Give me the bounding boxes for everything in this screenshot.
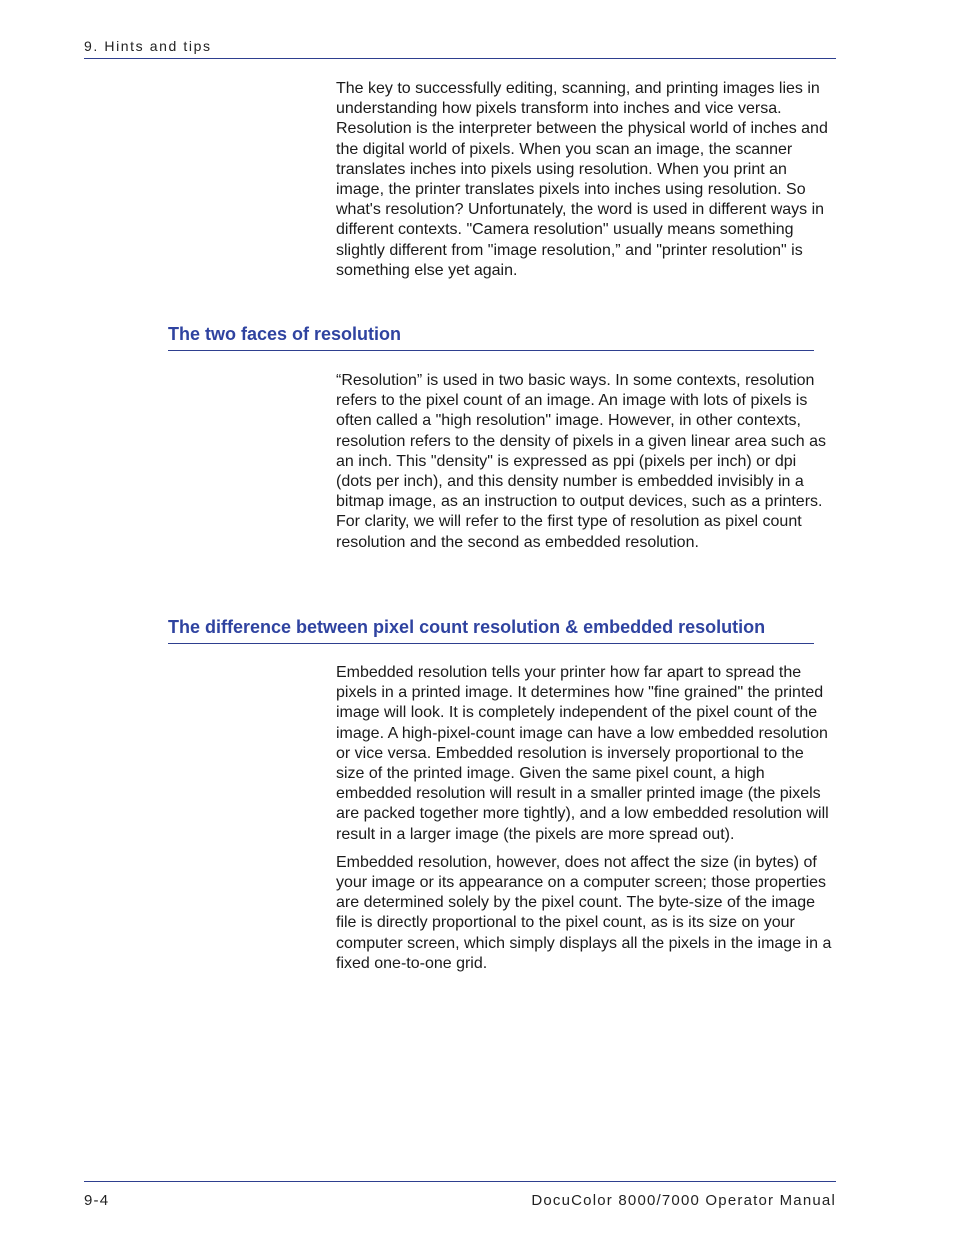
- footer-rule: [84, 1181, 836, 1182]
- intro-section: [336, 79, 836, 281]
- section-heading-difference: The difference between pixel count resolution & embedded resolution: [168, 617, 814, 644]
- section-heading-two-faces: The two faces of resolution: [168, 324, 814, 351]
- difference-paragraph-1: Embedded resolution tells your printer how far apart to spread the pixels in a printed image. It determines how "fine grained" the printed image will look. It is completely independent of the pixel count of the image. A high-pixel-count image can have a low embedded resolution or vice versa. Embedded resolution is inversely proportional to the size of the printed image. Given the same pixel count, a high embedded resolution will result in a smaller printed image (the pixels are packed together more tightly), and a low embedded resolution will result in a larger image (the pixels are more spread out).: [336, 664, 829, 843]
- difference-paragraph-2: Embedded resolution, however, does not affect the size (in bytes) of your image or its appearance on a computer screen; those properties are determined solely by the pixel count. The byte-size of the image file is directly proportional to the pixel count, as is its size on your computer screen, which simply displays all the pixels in the image in a fixed one-to-one grid.: [336, 853, 832, 972]
- footer-manual-title: DocuColor 8000/7000 Operator Manual: [531, 1192, 836, 1209]
- header-rule: [84, 58, 836, 59]
- running-header-chapter: 9. Hints and tips: [84, 38, 212, 54]
- intro-paragraph: The key to successfully editing, scanning, and printing images lies in understanding how pixels transform into inches and vice versa. Resolution is the interpreter between the physical world of inches and the digital world of pixels. When you scan an image, the scanner translates inches into pixels using resolution. When you print an image, the printer translates pixels into inches using resolution. So what's resolution? Unfortunately, the word is used in different ways in different contexts. "Camera resolution" usually means something slightly different from "image resolution,” and "printer resolution" is something else yet again.: [336, 80, 828, 279]
- footer-page-number: 9-4: [84, 1192, 110, 1209]
- section-two-faces-body: [336, 371, 836, 553]
- section-difference-body: [336, 663, 836, 974]
- two-faces-paragraph: “Resolution” is used in two basic ways. In some contexts, resolution refers to the pixel count of an image. An image with lots of pixels is often called a "high resolution" image. However, in other contexts, resolution refers to the density of pixels in a given linear area such as an inch. This "density" is expressed as ppi (pixels per inch) or dpi (dots per inch), and this density number is embedded invisibly in a bitmap image, as an instruction to output devices, such as a printers. For clarity, we will refer to the first type of resolution as pixel count resolution and the second as embedded resolution.: [336, 372, 827, 551]
